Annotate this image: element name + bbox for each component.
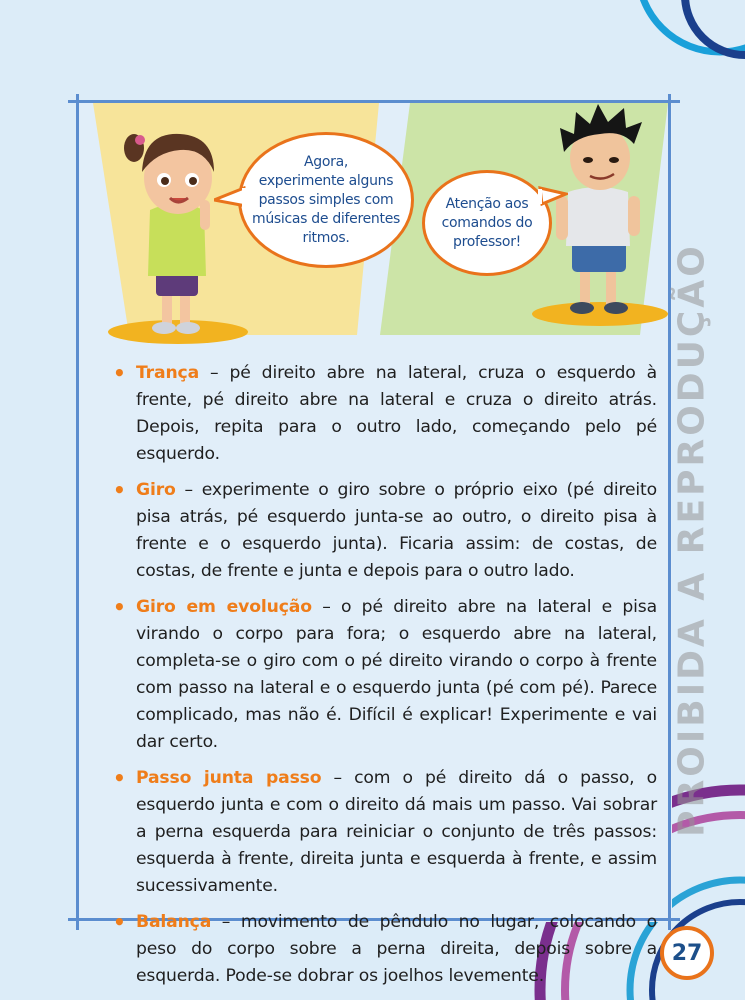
step-term: Balança	[136, 912, 212, 932]
reproduction-watermark: PROIBIDA A REPRODUÇÃO	[671, 243, 713, 837]
girl-speech-line: passos simples com	[258, 191, 394, 208]
step-description: – experimente o giro sobre o próprio eixo (pé direito pisa atrás, pé esquerdo junta-se ao outro, o direito pisa à frente e o esquerdo junta). Ficaria assim: de costas, de costas, de frente e junta e depois para o outro lado.	[136, 480, 657, 581]
step-term: Passo junta passo	[136, 768, 322, 788]
girl-speech-line: experimente alguns	[258, 172, 394, 189]
step-description: – movimento de pêndulo no lugar, colocando o peso do corpo sobre a perna direita, depois sobre a esquerda. Pode-se dobrar os joelhos levemente.	[136, 912, 657, 986]
step-term: Trança	[136, 363, 200, 383]
step-description: – pé direito abre na lateral, cruza o esquerdo à frente, pé direito abre na lateral e cruza o direito atrás. Depois, repita para o outro lado, começando pelo pé esquerdo.	[136, 363, 657, 464]
list-item	[112, 765, 657, 900]
boy-speech-line: comandos do	[441, 214, 533, 231]
list-item	[112, 909, 657, 990]
list-item	[112, 360, 657, 468]
dance-steps-list	[112, 360, 657, 999]
boy-speech-bubble	[422, 170, 552, 276]
step-term: Giro em evolução	[136, 597, 312, 617]
top-right-arcs	[600, 0, 745, 90]
girl-speech-line: Agora,	[303, 153, 348, 170]
step-description: – o pé direito abre na lateral e pisa virando o corpo para fora; o esquerdo abre na lateral, completa-se o giro com o pé direito virando o corpo à frente com passo na lateral e o esquerdo junta (pé com pé). Parece complicado, mas não é. Difícil é explicar! Experimente e vai dar certo.	[136, 597, 657, 752]
list-item	[112, 594, 657, 756]
step-description: – com o pé direito dá o passo, o esquerdo junta e com o direito dá mais um passo. Vai sobrar a perna esquerda para reiniciar o conjunto de três passos: esquerda à frente, direita junta e esquerda à frente, e assim sucessivamente.	[136, 768, 657, 896]
list-item	[112, 477, 657, 585]
page-number: 27	[660, 926, 714, 980]
girl-speech-line: músicas de diferentes	[251, 210, 400, 227]
girl-speech-line: ritmos.	[302, 229, 350, 246]
step-term: Giro	[136, 480, 176, 500]
boy-speech-line: professor!	[453, 233, 521, 250]
boy-speech-line: Atenção aos	[445, 195, 529, 212]
girl-speech-bubble	[238, 132, 414, 268]
